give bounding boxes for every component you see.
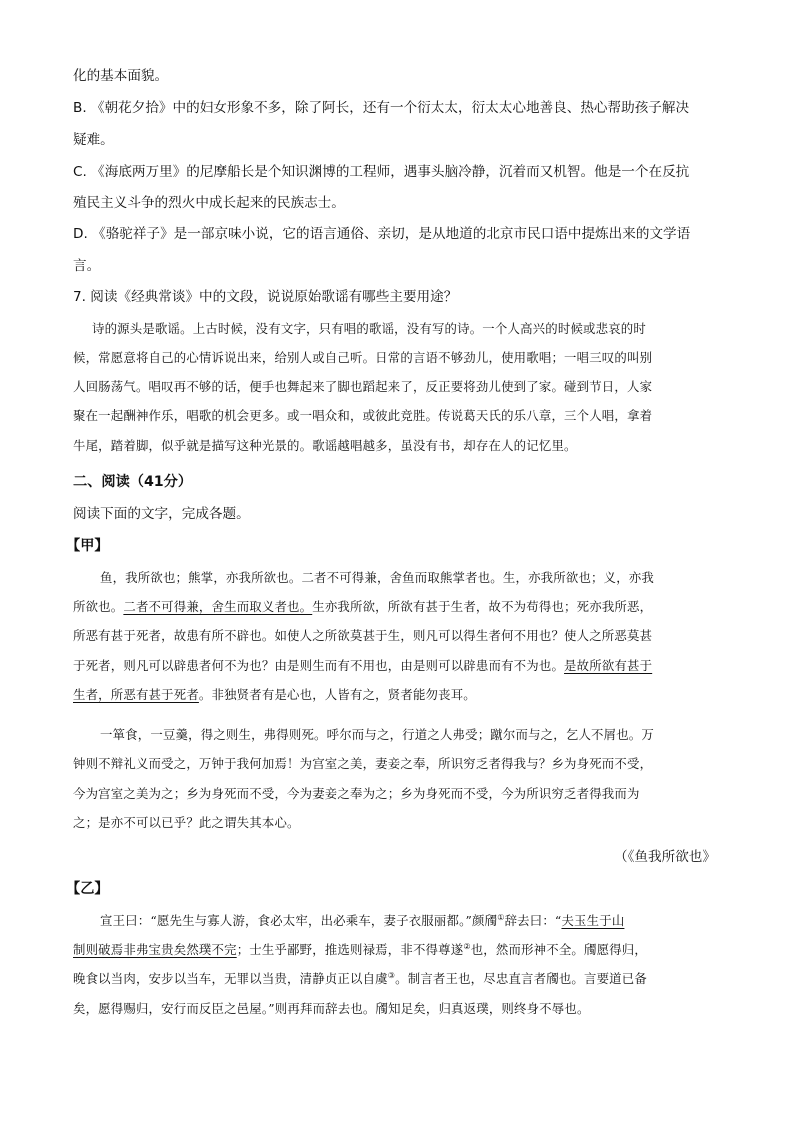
- passage-line: 之；是亦不可以已乎？此之谓失其本心。: [73, 815, 300, 830]
- passage-text: 宣王曰：“愿先生与寡人游，食必太牢，出必乘车，妻子衣服丽都。”颜斶: [100, 913, 498, 928]
- passage-line: 一箪食，一豆羹，得之则生，弗得则死。呼尔而与之，行道之人弗受；蹴尔而与之，乞人不屑也。万: [100, 727, 654, 742]
- passage-line: [73, 686, 476, 704]
- underlined-sentence: 生者，所恶有甚于死者: [73, 687, 199, 702]
- passage-line: [73, 941, 647, 959]
- footnote-marker: ②: [463, 941, 471, 951]
- option-b-continuation: 化的基本面貌。: [73, 68, 169, 84]
- passage-line: 今为宫室之美为之；乡为身死而不受，今为妻妾之奉为之；乡为身死而不受，今为所识穷乏者得我而为: [73, 786, 640, 801]
- option-d-line-2: 言。: [73, 258, 101, 274]
- passage-line: 所恶有甚于死者，故患有所不辟也。如使人之所欲莫甚于生，则凡可以得生者何不用也？使人之所恶莫甚: [73, 628, 653, 643]
- footnote-marker: ①: [497, 912, 505, 922]
- passage-text: 所欲也。: [73, 599, 124, 614]
- passage-line: [73, 970, 647, 988]
- passage-line: [100, 912, 624, 930]
- underlined-sentence: 制则破焉非弗宝贵矣然璞不完: [73, 942, 237, 957]
- option-b-line-1: B. 《朝花夕拾》中的妇女形象不多，除了阿长，还有一个衍太太，衍太太心地善良、热心帮助孩子解决: [73, 100, 690, 116]
- passage-line: [73, 598, 652, 616]
- underlined-sentence: 二者不可得兼，舍生而取义者也。: [123, 599, 313, 614]
- passage-text: 生亦我所欲，所欲有甚于生者，故不为苟得也；死亦我所恶，: [312, 599, 653, 614]
- underlined-sentence: 是故所欲有甚于: [564, 658, 653, 673]
- passage-text: ；士生乎鄙野，推选则禄焉，非不得尊遂: [236, 942, 464, 957]
- passage-text: 辞去曰：“: [504, 913, 562, 928]
- passage-line: 牛尾，踏着脚，似乎就是描写这种光景的。歌谣越唱越多，虽没有书，却存在人的记忆里。: [73, 438, 577, 453]
- option-d-line-1: D. 《骆驼祥子》是一部京味小说，它的语言通俗、亲切，是从地道的北京市民口语中提炼出来的文学语: [73, 226, 691, 242]
- underlined-sentence: 夫玉生于山: [561, 913, 625, 928]
- passage-text: 晚食以当肉，安步以当车，无罪以当贵，清静贞正以自虞: [73, 971, 388, 986]
- passage-source: （《鱼我所欲也》: [614, 849, 716, 865]
- passage-line: 诗的源头是歌谣。上古时候，没有文字，只有唱的歌谣，没有写的诗。一个人高兴的时候或悲哀的时: [92, 321, 646, 336]
- passage-line: 矣，愿得赐归，安行而反臣之邑屋。”则再拜而辞去也。斶知足矣，归真返璞，则终身不辱也。: [73, 1001, 590, 1016]
- passage-text: 也，然而形神不全。斶愿得归，: [470, 942, 647, 957]
- option-c-line-2: 殖民主义斗争的烈火中成长起来的民族志士。: [73, 195, 345, 211]
- question-7: 7. 阅读《经典常谈》中的文段，说说原始歌谣有哪些主要用途？: [73, 289, 458, 305]
- option-c-line-1: C. 《海底两万里》的尼摩船长是个知识渊博的工程师，遇事头脑冷静，沉着而又机智。他是一个在反抗: [73, 164, 690, 180]
- passage-line: 鱼，我所欲也；熊掌，亦我所欲也。二者不可得兼，舍鱼而取熊掌者也。生，亦我所欲也；义，亦我: [100, 570, 654, 585]
- yi-label: 【乙】: [66, 881, 109, 897]
- passage-line: 人回肠荡气。唱叹再不够的话，便手也舞起来了脚也蹈起来了，反正要将劲儿使到了家。碰到节日，人家: [73, 379, 653, 394]
- passage-text: 。非独贤者有是心也，人皆有之，贤者能勿丧耳。: [198, 687, 476, 702]
- passage-text: 于死者，则凡可以辟患者何不为也？由是则生而有不用也，由是则可以辟患而有不为也。: [73, 658, 565, 673]
- passage-line: 钟则不辩礼义而受之，万钟于我何加焉！为宫室之美，妻妾之奉，所识穷乏者得我与？乡为身死而不受，: [73, 756, 653, 771]
- passage-line: 聚在一起酬神作乐，唱歌的机会更多。或一唱众和，或彼此竞胜。传说葛天氏的乐八章，三个人唱，拿着: [73, 408, 653, 423]
- passage-text: 。制言者王也，尽忠直言者斶也。言要道已备: [395, 971, 647, 986]
- reading-instruction: 阅读下面的文字，完成各题。: [73, 506, 250, 522]
- passage-line: [73, 657, 652, 675]
- option-b-line-2: 疑难。: [73, 132, 114, 148]
- jia-label: 【甲】: [66, 538, 109, 554]
- section-heading: 二、阅读（41分）: [73, 474, 193, 490]
- footnote-marker: ③: [387, 970, 396, 980]
- passage-line: 候，常愿意将自己的心情诉说出来，给别人或自己听。日常的言语不够劲儿，使用歌唱；一唱三叹的叫别: [73, 350, 653, 365]
